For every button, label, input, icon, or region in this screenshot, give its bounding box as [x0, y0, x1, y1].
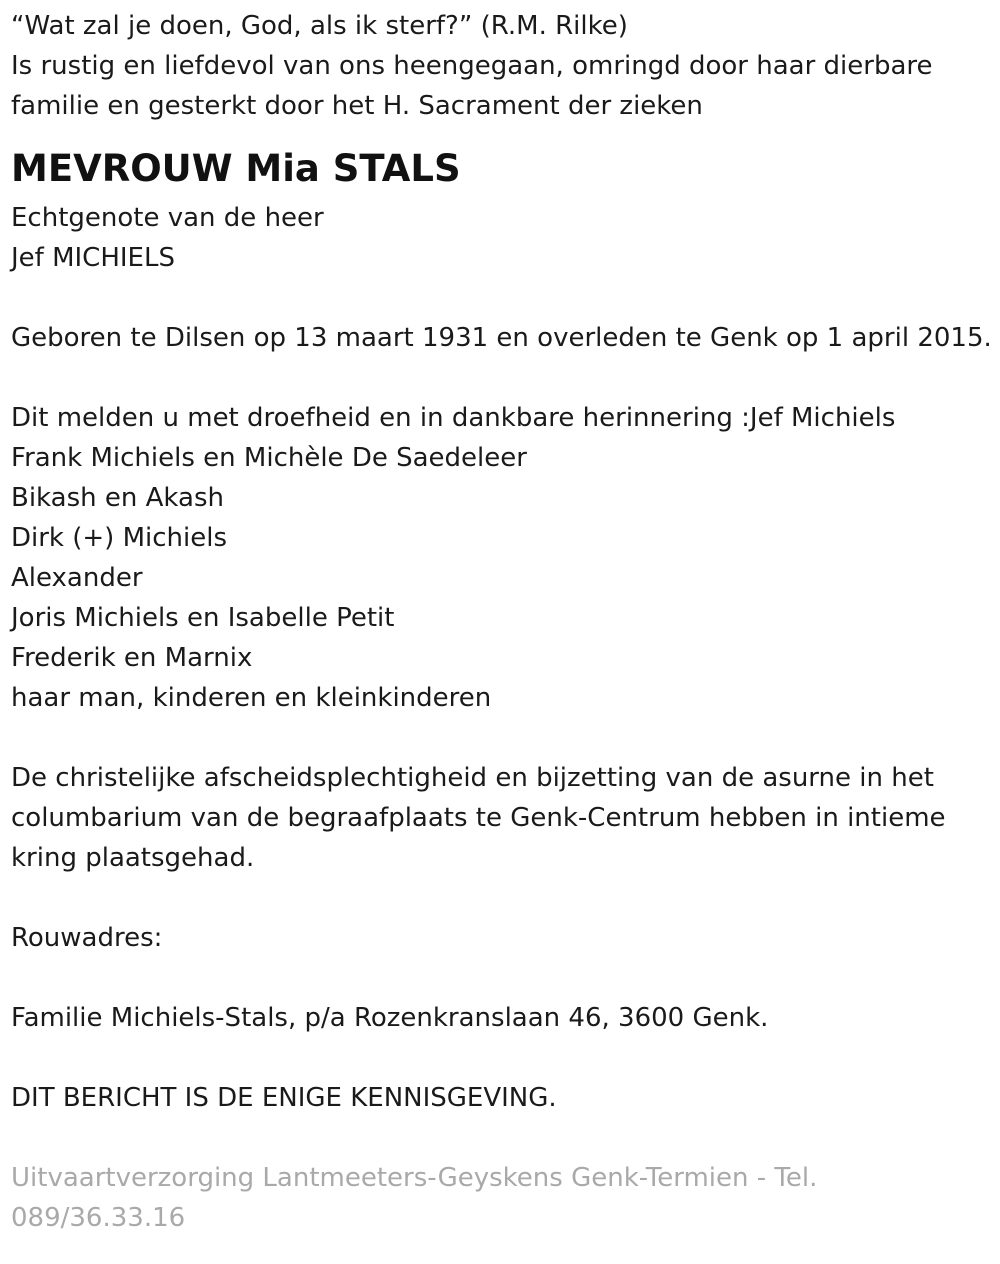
spacer	[11, 358, 991, 398]
spacer	[11, 878, 991, 918]
deceased-name: MEVROUW Mia STALS	[11, 147, 461, 190]
spacer	[11, 1038, 991, 1078]
spouse-line-2: Jef MICHIELS	[11, 243, 175, 273]
intro-line-1: Is rustig en liefdevol van ons heengegaan, omringd door haar dierbare	[11, 51, 933, 81]
family-member: Frank Michiels en Michèle De Saedeleer	[11, 443, 527, 473]
ceremony-line-1: De christelijke afscheidsplechtigheid en bijzetting van de asurne in het	[11, 763, 934, 793]
ceremony-line-3: kring plaatsgehad.	[11, 843, 255, 873]
obituary-notice	[11, 6, 991, 1238]
address-label: Rouwadres:	[11, 923, 163, 953]
intro-line-2: familie en gesterkt door het H. Sacrament der zieken	[11, 91, 703, 121]
announcers-intro: Dit melden u met droefheid en in dankbare herinnering :Jef Michiels	[11, 403, 896, 433]
address-value: Familie Michiels-Stals, p/a Rozenkranslaan 46, 3600 Genk.	[11, 1003, 769, 1033]
spacer	[11, 958, 991, 998]
family-member: Bikash en Akash	[11, 483, 224, 513]
rilke-quote: “Wat zal je doen, God, als ik sterf?” (R.M. Rilke)	[11, 11, 628, 41]
ceremony-line-2: columbarium van de begraafplaats te Genk-Centrum hebben in intieme	[11, 803, 946, 833]
family-member: Dirk (+) Michiels	[11, 523, 228, 553]
family-member: Joris Michiels en Isabelle Petit	[11, 603, 395, 633]
sole-notice: DIT BERICHT IS DE ENIGE KENNISGEVING.	[11, 1083, 557, 1113]
family-member: Frederik en Marnix	[11, 643, 253, 673]
family-member: Alexander	[11, 563, 143, 593]
funeral-home-phone: 089/36.33.16	[11, 1203, 186, 1233]
family-summary: haar man, kinderen en kleinkinderen	[11, 683, 492, 713]
spacer	[11, 278, 991, 318]
funeral-home-line-1: Uitvaartverzorging Lantmeeters-Geyskens Genk-Termien - Tel.	[11, 1163, 818, 1193]
spouse-line-1: Echtgenote van de heer	[11, 203, 324, 233]
birth-death-line: Geboren te Dilsen op 13 maart 1931 en overleden te Genk op 1 april 2015.	[11, 323, 992, 353]
spacer	[11, 718, 991, 758]
spacer	[11, 1118, 991, 1158]
